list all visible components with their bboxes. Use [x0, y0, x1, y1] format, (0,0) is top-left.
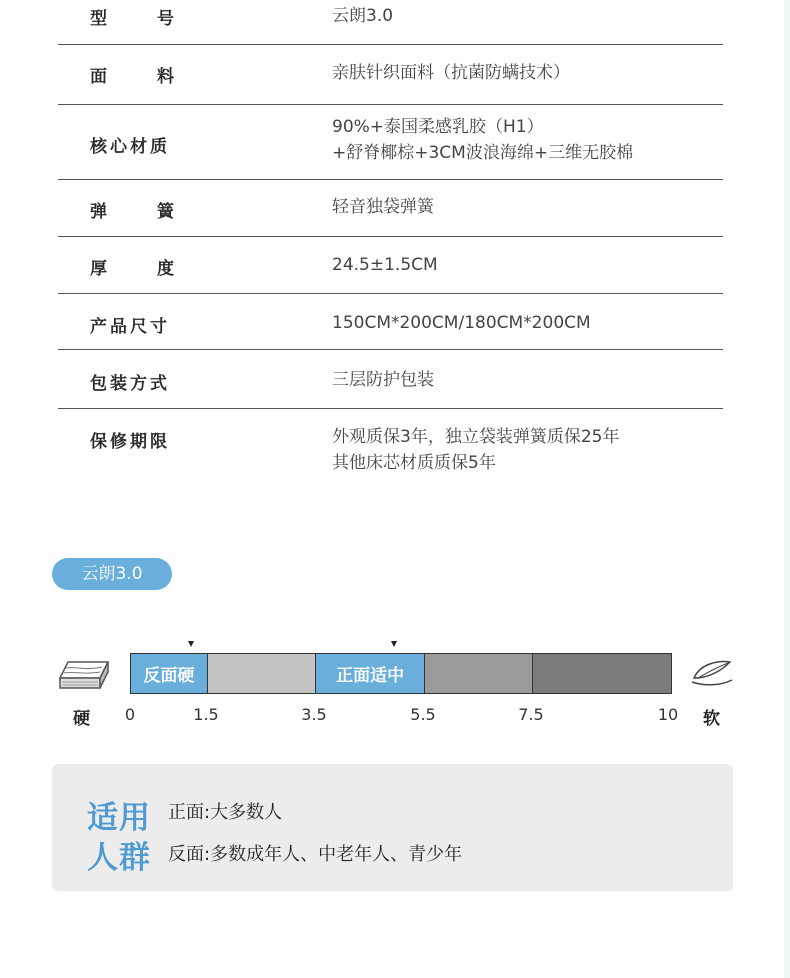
spec-label-text: 核心材质: [90, 137, 170, 157]
spec-label: [90, 254, 174, 279]
soft-label: 软: [703, 709, 720, 729]
firmness-tick-label: 10: [657, 705, 679, 724]
spec-label: [90, 312, 174, 337]
spec-divider: [58, 236, 723, 237]
marker-front-icon: [391, 641, 397, 647]
spec-label-text: 厚: [90, 259, 107, 279]
spec-value-line: 云朗3.0: [332, 6, 394, 26]
audience-title-line1: 适用: [87, 800, 151, 836]
audience-back: 反面:多数成年人、中老年人、青少年: [168, 844, 463, 865]
firmness-tick-label: 0: [124, 705, 136, 724]
spec-label: [90, 427, 174, 452]
spec-value: [332, 114, 633, 166]
spec-label-text: 度: [157, 259, 174, 279]
spec-label-text: 面: [90, 67, 107, 87]
model-pill: 云朗3.0: [52, 558, 172, 590]
spec-value: [332, 367, 434, 393]
spec-divider: [58, 179, 723, 180]
spec-divider: [58, 349, 723, 350]
firmness-segment: 正面适中: [315, 654, 424, 693]
spec-label-text: 簧: [157, 202, 174, 222]
hard-board-icon: [58, 660, 110, 692]
spec-value: [332, 424, 619, 476]
firmness-tick-label: 3.5: [301, 705, 327, 724]
spec-value-line: 90%+泰国柔感乳胶（H1）: [332, 117, 544, 137]
firmness-segment: [424, 654, 532, 693]
spec-value-line: 其他床芯材质质保5年: [332, 453, 496, 473]
spec-value-line: 轻音独袋弹簧: [332, 197, 434, 217]
spec-label-text: 料: [157, 67, 174, 87]
audience-title-line2: 人群: [87, 840, 151, 876]
spec-label-text: 号: [157, 9, 174, 29]
spec-label-text: 产品尺寸: [90, 317, 170, 337]
spec-value-line: 亲肤针织面料（抗菌防螨技术）: [332, 63, 570, 83]
spec-value-line: 外观质保3年，独立袋装弹簧质保25年: [332, 427, 620, 447]
spec-value: [332, 60, 570, 86]
spec-value-line: 三层防护包装: [332, 370, 434, 390]
spec-value-line: +舒脊椰棕+3CM波浪海绵+三维无胶棉: [332, 143, 634, 163]
spec-value: [332, 3, 393, 29]
firmness-scale-bar: [130, 653, 672, 694]
spec-label: [90, 4, 174, 29]
spec-divider: [58, 44, 723, 45]
firmness-tick-label: 7.5: [518, 705, 544, 724]
spec-label-text: 型: [90, 9, 107, 29]
spec-label-text: 保修期限: [90, 432, 170, 452]
spec-value: [332, 194, 434, 220]
spec-label-text: 弹: [90, 202, 107, 222]
spec-label-text: 包装方式: [90, 374, 170, 394]
firmness-segment: 反面硬: [131, 654, 207, 693]
firmness-segment: [532, 654, 671, 693]
spec-value-line: 150CM*200CM/180CM*200CM: [332, 313, 591, 333]
spec-divider: [58, 408, 723, 409]
hard-label: 硬: [73, 709, 90, 729]
audience-box: [52, 764, 733, 891]
right-edge-strip: [784, 0, 790, 978]
spec-label: [90, 197, 174, 222]
spec-label: [90, 62, 174, 87]
firmness-tick-label: 1.5: [193, 705, 219, 724]
spec-divider: [58, 293, 723, 294]
spec-label: [90, 132, 174, 157]
marker-back-icon: [188, 641, 194, 647]
spec-value: [332, 310, 591, 336]
firmness-segment: [207, 654, 316, 693]
spec-value-line: 24.5±1.5CM: [332, 255, 438, 275]
spec-divider: [58, 104, 723, 105]
firmness-tick-label: 5.5: [410, 705, 436, 724]
feather-icon: [690, 658, 734, 688]
spec-value: [332, 252, 438, 278]
audience-front: 正面:大多数人: [168, 802, 283, 823]
spec-label: [90, 369, 174, 394]
